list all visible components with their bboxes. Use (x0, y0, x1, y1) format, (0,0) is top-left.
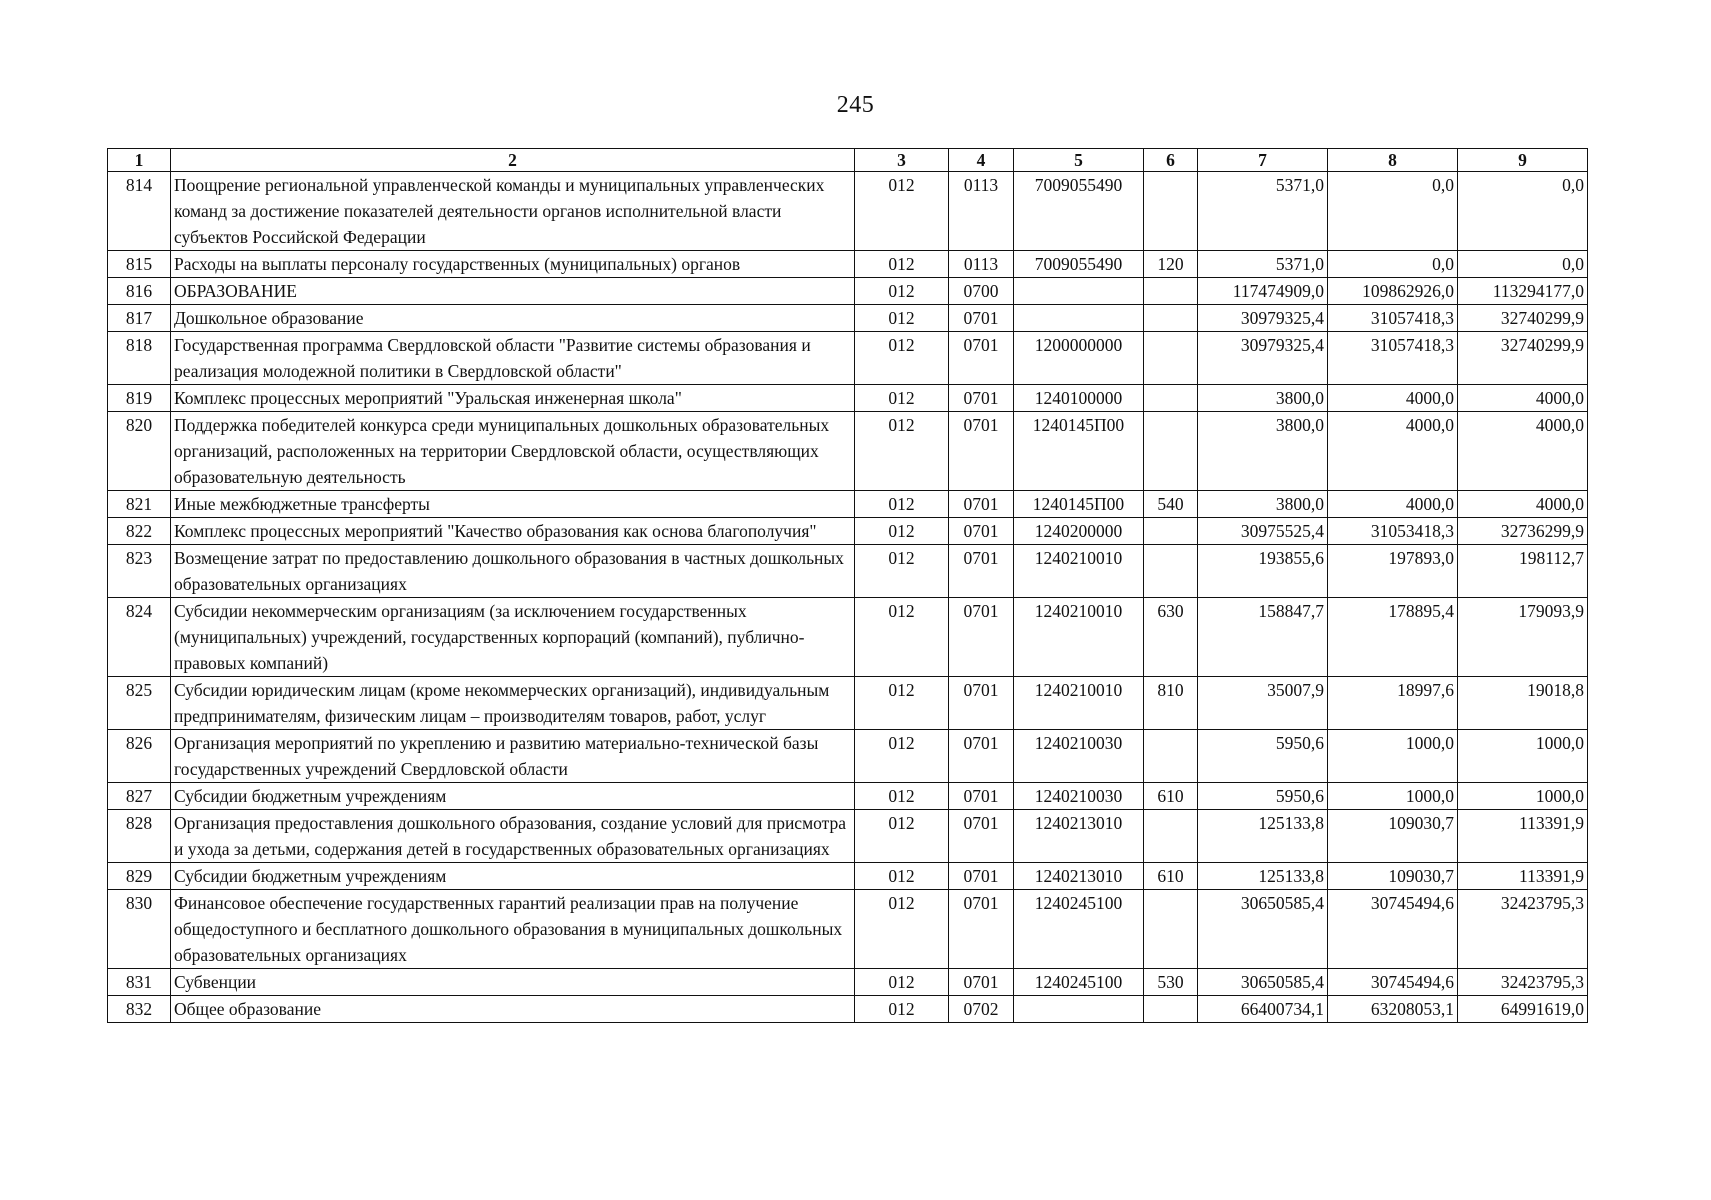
row-number: 823 (108, 545, 171, 598)
row-col8-amount: 1000,0 (1328, 783, 1458, 810)
row-col9-amount: 64991619,0 (1458, 996, 1588, 1023)
row-name: Иные межбюджетные трансферты (171, 491, 855, 518)
row-col9-amount: 198112,7 (1458, 545, 1588, 598)
row-col7-amount: 5950,6 (1198, 730, 1328, 783)
table-row (108, 332, 1588, 385)
row-col9-amount: 113391,9 (1458, 863, 1588, 890)
table-row (108, 677, 1588, 730)
table-body (108, 172, 1588, 1023)
row-col9-amount: 179093,9 (1458, 598, 1588, 677)
row-name: ОБРАЗОВАНИЕ (171, 278, 855, 305)
row-name: Субсидии некоммерческим организациям (за исключением государственных (муниципальных) учреждений, государственных корпораций (компаний), публично-правовых компаний) (171, 598, 855, 677)
table-row (108, 598, 1588, 677)
row-col4-section: 0113 (949, 251, 1014, 278)
row-col3-code: 012 (855, 730, 949, 783)
row-col9-amount: 4000,0 (1458, 491, 1588, 518)
row-col4-section: 0701 (949, 491, 1014, 518)
row-col4-section: 0701 (949, 385, 1014, 412)
row-col6-expense-type: 610 (1144, 783, 1198, 810)
column-header-5: 5 (1014, 149, 1144, 172)
row-col8-amount: 178895,4 (1328, 598, 1458, 677)
row-col6-expense-type (1144, 412, 1198, 491)
row-col5-target (1014, 305, 1144, 332)
row-col7-amount: 3800,0 (1198, 385, 1328, 412)
row-col6-expense-type (1144, 385, 1198, 412)
row-col8-amount: 1000,0 (1328, 730, 1458, 783)
row-col7-amount: 193855,6 (1198, 545, 1328, 598)
row-number: 818 (108, 332, 171, 385)
row-number: 824 (108, 598, 171, 677)
row-col3-code: 012 (855, 172, 949, 251)
row-col3-code: 012 (855, 863, 949, 890)
row-col9-amount: 32423795,3 (1458, 969, 1588, 996)
row-col6-expense-type: 120 (1144, 251, 1198, 278)
row-col8-amount: 109030,7 (1328, 863, 1458, 890)
row-col8-amount: 31057418,3 (1328, 332, 1458, 385)
row-col4-section: 0701 (949, 863, 1014, 890)
row-col3-code: 012 (855, 783, 949, 810)
row-col9-amount: 32740299,9 (1458, 332, 1588, 385)
row-col7-amount: 30650585,4 (1198, 890, 1328, 969)
row-col9-amount: 113294177,0 (1458, 278, 1588, 305)
table-row (108, 730, 1588, 783)
row-col8-amount: 31057418,3 (1328, 305, 1458, 332)
row-col8-amount: 18997,6 (1328, 677, 1458, 730)
row-col4-section: 0701 (949, 969, 1014, 996)
row-col7-amount: 125133,8 (1198, 810, 1328, 863)
row-col8-amount: 4000,0 (1328, 412, 1458, 491)
row-col3-code: 012 (855, 491, 949, 518)
row-col9-amount: 113391,9 (1458, 810, 1588, 863)
row-name: Субсидии юридическим лицам (кроме некоммерческих организаций), индивидуальным предпринимателям, физическим лицам – производителям товаров, работ, услуг (171, 677, 855, 730)
row-number: 826 (108, 730, 171, 783)
row-number: 832 (108, 996, 171, 1023)
table-row (108, 491, 1588, 518)
row-number: 820 (108, 412, 171, 491)
row-col6-expense-type: 530 (1144, 969, 1198, 996)
row-col3-code: 012 (855, 412, 949, 491)
row-col4-section: 0700 (949, 278, 1014, 305)
row-col3-code: 012 (855, 677, 949, 730)
row-name: Поощрение региональной управленческой команды и муниципальных управленческих команд за достижение показателей деятельности органов исполнительной власти субъектов Российской Федерации (171, 172, 855, 251)
table-row (108, 305, 1588, 332)
row-name: Поддержка победителей конкурса среди муниципальных дошкольных образовательных организаций, расположенных на территории Свердловской области, осуществляющих образовательную деятельность (171, 412, 855, 491)
row-col7-amount: 158847,7 (1198, 598, 1328, 677)
row-name: Государственная программа Свердловской области "Развитие системы образования и реализация молодежной политики в Свердловской области" (171, 332, 855, 385)
row-number: 830 (108, 890, 171, 969)
row-number: 822 (108, 518, 171, 545)
row-col9-amount: 19018,8 (1458, 677, 1588, 730)
row-col8-amount: 0,0 (1328, 172, 1458, 251)
row-col9-amount: 4000,0 (1458, 412, 1588, 491)
row-col6-expense-type (1144, 810, 1198, 863)
row-col6-expense-type: 810 (1144, 677, 1198, 730)
row-name: Субсидии бюджетным учреждениям (171, 863, 855, 890)
row-col4-section: 0702 (949, 996, 1014, 1023)
row-col8-amount: 109030,7 (1328, 810, 1458, 863)
row-col7-amount: 5371,0 (1198, 172, 1328, 251)
column-header-4: 4 (949, 149, 1014, 172)
row-col5-target: 1240245100 (1014, 890, 1144, 969)
row-name: Организация предоставления дошкольного образования, создание условий для присмотра и ухода за детьми, содержания детей в государственных образовательных организациях (171, 810, 855, 863)
row-col9-amount: 1000,0 (1458, 783, 1588, 810)
row-col6-expense-type: 610 (1144, 863, 1198, 890)
row-col6-expense-type: 540 (1144, 491, 1198, 518)
row-col8-amount: 0,0 (1328, 251, 1458, 278)
row-number: 825 (108, 677, 171, 730)
row-col3-code: 012 (855, 598, 949, 677)
row-col6-expense-type (1144, 996, 1198, 1023)
row-col8-amount: 63208053,1 (1328, 996, 1458, 1023)
row-col9-amount: 4000,0 (1458, 385, 1588, 412)
table-row (108, 890, 1588, 969)
row-number: 827 (108, 783, 171, 810)
row-col5-target: 1240210010 (1014, 598, 1144, 677)
row-col4-section: 0701 (949, 730, 1014, 783)
table-row (108, 251, 1588, 278)
column-header-7: 7 (1198, 149, 1328, 172)
row-col5-target: 1240200000 (1014, 518, 1144, 545)
row-col7-amount: 125133,8 (1198, 863, 1328, 890)
row-col8-amount: 30745494,6 (1328, 969, 1458, 996)
row-col3-code: 012 (855, 278, 949, 305)
row-number: 819 (108, 385, 171, 412)
column-header-9: 9 (1458, 149, 1588, 172)
row-col4-section: 0701 (949, 810, 1014, 863)
row-name: Комплекс процессных мероприятий "Качество образования как основа благополучия" (171, 518, 855, 545)
row-number: 815 (108, 251, 171, 278)
row-col7-amount: 3800,0 (1198, 491, 1328, 518)
row-name: Расходы на выплаты персоналу государственных (муниципальных) органов (171, 251, 855, 278)
row-name: Организация мероприятий по укреплению и развитию материально-технической базы государственных учреждений Свердловской области (171, 730, 855, 783)
row-col5-target (1014, 996, 1144, 1023)
row-col7-amount: 66400734,1 (1198, 996, 1328, 1023)
row-col4-section: 0701 (949, 545, 1014, 598)
row-col5-target: 1240210030 (1014, 783, 1144, 810)
table-row (108, 996, 1588, 1023)
row-col6-expense-type (1144, 890, 1198, 969)
row-col4-section: 0701 (949, 598, 1014, 677)
row-number: 821 (108, 491, 171, 518)
row-col5-target: 1240210010 (1014, 545, 1144, 598)
row-col7-amount: 30979325,4 (1198, 332, 1328, 385)
table-row (108, 278, 1588, 305)
row-col6-expense-type (1144, 278, 1198, 305)
row-col9-amount: 0,0 (1458, 172, 1588, 251)
row-col8-amount: 109862926,0 (1328, 278, 1458, 305)
table-row (108, 863, 1588, 890)
header-row (108, 149, 1588, 172)
row-col8-amount: 197893,0 (1328, 545, 1458, 598)
row-name: Финансовое обеспечение государственных гарантий реализации прав на получение общедоступного и бесплатного дошкольного образования в муниципальных дошкольных образовательных организациях (171, 890, 855, 969)
row-col3-code: 012 (855, 305, 949, 332)
row-col5-target: 7009055490 (1014, 172, 1144, 251)
row-col3-code: 012 (855, 996, 949, 1023)
row-col6-expense-type (1144, 305, 1198, 332)
row-col4-section: 0113 (949, 172, 1014, 251)
row-col8-amount: 4000,0 (1328, 491, 1458, 518)
row-col3-code: 012 (855, 332, 949, 385)
row-col7-amount: 30650585,4 (1198, 969, 1328, 996)
row-name: Субвенции (171, 969, 855, 996)
table-row (108, 810, 1588, 863)
table-row (108, 545, 1588, 598)
row-col5-target: 1240145П00 (1014, 491, 1144, 518)
table-row (108, 172, 1588, 251)
row-col3-code: 012 (855, 518, 949, 545)
row-col4-section: 0701 (949, 677, 1014, 730)
row-col7-amount: 3800,0 (1198, 412, 1328, 491)
row-col5-target: 1240245100 (1014, 969, 1144, 996)
row-col4-section: 0701 (949, 518, 1014, 545)
row-col3-code: 012 (855, 251, 949, 278)
row-col5-target: 1240100000 (1014, 385, 1144, 412)
row-col5-target: 1240210010 (1014, 677, 1144, 730)
row-col5-target (1014, 278, 1144, 305)
row-col5-target: 1200000000 (1014, 332, 1144, 385)
row-col9-amount: 32740299,9 (1458, 305, 1588, 332)
column-header-1: 1 (108, 149, 171, 172)
row-col6-expense-type: 630 (1144, 598, 1198, 677)
row-col5-target: 1240210030 (1014, 730, 1144, 783)
row-col6-expense-type (1144, 172, 1198, 251)
row-number: 829 (108, 863, 171, 890)
row-name: Общее образование (171, 996, 855, 1023)
row-col7-amount: 5371,0 (1198, 251, 1328, 278)
row-col3-code: 012 (855, 385, 949, 412)
row-number: 828 (108, 810, 171, 863)
row-number: 817 (108, 305, 171, 332)
row-name: Комплекс процессных мероприятий "Уральская инженерная школа" (171, 385, 855, 412)
table-row (108, 385, 1588, 412)
row-col7-amount: 35007,9 (1198, 677, 1328, 730)
column-header-6: 6 (1144, 149, 1198, 172)
row-col4-section: 0701 (949, 305, 1014, 332)
row-name: Возмещение затрат по предоставлению дошкольного образования в частных дошкольных образовательных организациях (171, 545, 855, 598)
row-col4-section: 0701 (949, 890, 1014, 969)
row-col9-amount: 1000,0 (1458, 730, 1588, 783)
budget-table (107, 148, 1588, 1023)
row-col7-amount: 30975525,4 (1198, 518, 1328, 545)
row-col6-expense-type (1144, 730, 1198, 783)
row-col7-amount: 30979325,4 (1198, 305, 1328, 332)
column-header-8: 8 (1328, 149, 1458, 172)
row-col3-code: 012 (855, 969, 949, 996)
row-number: 814 (108, 172, 171, 251)
row-col9-amount: 0,0 (1458, 251, 1588, 278)
row-number: 816 (108, 278, 171, 305)
row-col5-target: 1240213010 (1014, 810, 1144, 863)
row-col5-target: 1240145П00 (1014, 412, 1144, 491)
row-col9-amount: 32736299,9 (1458, 518, 1588, 545)
row-col3-code: 012 (855, 545, 949, 598)
row-col3-code: 012 (855, 890, 949, 969)
column-header-3: 3 (855, 149, 949, 172)
row-name: Субсидии бюджетным учреждениям (171, 783, 855, 810)
row-col8-amount: 31053418,3 (1328, 518, 1458, 545)
row-col6-expense-type (1144, 545, 1198, 598)
row-col8-amount: 30745494,6 (1328, 890, 1458, 969)
column-header-2: 2 (171, 149, 855, 172)
table-row (108, 969, 1588, 996)
row-col4-section: 0701 (949, 783, 1014, 810)
row-col3-code: 012 (855, 810, 949, 863)
row-col5-target: 1240213010 (1014, 863, 1144, 890)
row-col4-section: 0701 (949, 412, 1014, 491)
page-number: 245 (836, 92, 875, 118)
row-name: Дошкольное образование (171, 305, 855, 332)
row-col6-expense-type (1144, 518, 1198, 545)
table-row (108, 783, 1588, 810)
table-row (108, 412, 1588, 491)
table-row (108, 518, 1588, 545)
row-col8-amount: 4000,0 (1328, 385, 1458, 412)
row-col7-amount: 117474909,0 (1198, 278, 1328, 305)
row-col6-expense-type (1144, 332, 1198, 385)
row-col7-amount: 5950,6 (1198, 783, 1328, 810)
row-col9-amount: 32423795,3 (1458, 890, 1588, 969)
row-number: 831 (108, 969, 171, 996)
row-col5-target: 7009055490 (1014, 251, 1144, 278)
row-col4-section: 0701 (949, 332, 1014, 385)
